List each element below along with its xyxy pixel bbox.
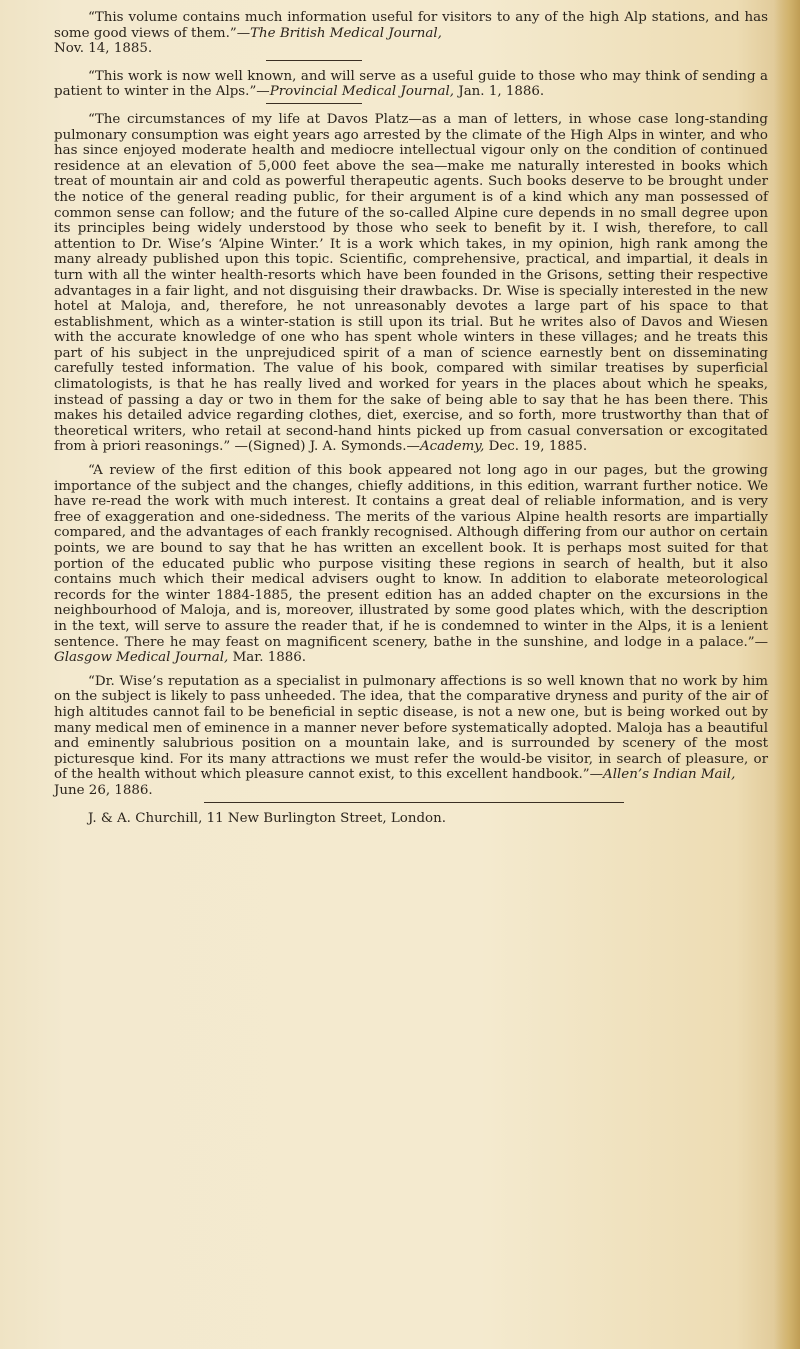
review-4 — [54, 463, 768, 666]
review-4-text: “A review of the first edition of this book appeared not long ago in our pages, but the growing importance of the subject and the changes, chiefly additions, in this edition, warrant further notice. We have re-read the work with much interest. It contains a great deal of reliable information, and is very free of exaggeration and one-sidedness. The merits of the various Alpine health resorts are impartially compared, and the advantages of each frankly recognised. Although differing from our author on certain points, we are bound to say that he has written an excellent book. It is perhaps most suited for that portion of the educated public who purpose visiting these regions in search of health, but it also contains much which their medical advisers ought to know. In addition to elaborate meteorological records for the winter 1884-1885, the present edition has an added chapter on the excursions in the neighbourhood of Maloja, and is, moreover, illustrated by some good plates which, with the description in the text, will serve to assure the reader that, if he is condemned to winter in the Alps, it is a lenient sentence. There he may feast on magnificent scenery, bathe in the sunshine, and lodge in a palace.”— — [54, 463, 768, 650]
review-3-text: “The circumstances of my life at Davos Platz—as a man of letters, in whose case long-standing pulmonary consumption was eight years ago arrested by the climate of the High Alps in winter, and who has since enjoyed moderate health and mediocre intellectual vigour only on the condition of continued residence at an elevation of 5,000 feet above the sea—make me naturally interested in books which treat of mountain air and cold as powerful therapeutic agents. Such books deserve to be brought under the notice of the general reading public, for their argument is of a kind which any man possessed of common sense can follow; and the future of the so-called Alpine cure depends in no small degree upon its principles being widely understood by those who seek to benefit by it. I wish, therefore, to call attention to Dr. Wise’s ‘Alpine Winter.’ It is a work which takes, in my opinion, high rank among the many already published upon this topic. Scientific, comprehensive, practical, and impartial, it deals in turn with all the winter health-resorts which have been founded in the Grisons, setting their respective advantages in a fair light, and not disguising their drawbacks. Dr. Wise is specially interested in the new hotel at Maloja, and, therefore, he not unreasonably devotes a large part of his space to that establishment, which as a winter-station is still upon its trial. But he writes also of Davos and Wiesen with the accurate knowledge of one who has spent whole winters in these villages; and he treats this part of his subject in the unprejudiced spirit of a man of science earnestly bent on disseminating carefully tested information. The value of his book, compared with similar treatises by superficial climatologists, is that he has really lived and worked for years in the places about which he speaks, instead of passing a day or two in them for the sake of being able to say that he has been there. This makes his detailed advice regarding clothes, diet, exercise, and so forth, more trustworthy than that of theoretical writers, who retail at second-hand hints picked up from casual conversation or excogitated from à priori reasonings.” —(Signed) J. A. Symonds.— — [54, 111, 768, 455]
publisher-imprint: J. & A. Churchill, 11 New Burlington Street, London. — [88, 810, 446, 826]
review-3-date: Dec. 19, 1885. — [488, 439, 588, 455]
review-4-source: Glasgow Medical Journal, — [54, 650, 229, 666]
review-1 — [54, 10, 768, 61]
review-1-date: Nov. 14, 1885. — [54, 41, 153, 57]
divider-rule — [266, 103, 362, 104]
divider-rule-long — [204, 802, 624, 803]
review-3-source: Academy, — [419, 439, 485, 455]
review-2-date: Jan. 1, 1886. — [458, 84, 545, 100]
press-notices — [54, 10, 768, 826]
divider-rule — [266, 60, 362, 61]
review-4-date: Mar. 1886. — [232, 650, 307, 666]
review-2-text: “This work is now well known, and will serve as a useful guide to those who may think of sending a patient to winter in the Alps.”— — [54, 68, 768, 100]
review-1-source: The British Medical Journal, — [250, 25, 442, 41]
page-edge-shadow — [774, 0, 800, 1349]
review-3 — [54, 112, 768, 455]
review-5-date: June 26, 1886. — [54, 782, 153, 798]
review-2 — [54, 69, 768, 104]
review-5 — [54, 674, 768, 803]
review-5-text: “Dr. Wise’s reputation as a specialist in pulmonary affections is so well known that no work by him on the subject is likely to pass unheeded. The idea, that the comparative dryness and purity of the air of high altitudes cannot fail to be beneficial in septic disease, is not a new one, but is being worked out by many medical men of eminence in a manner never before systematically adopted. Maloja has a beautiful and eminently salubrious position on a mountain lake, and is surrounded by scenery of the most picturesque kind. For its many attractions we must refer the would-be visitor, in search of pleasure, or of the health without which pleasure cannot exist, to this excellent handbook.”— — [54, 673, 768, 783]
review-5-source: Allen’s Indian Mail, — [603, 767, 736, 783]
review-1-text: “This volume contains much information useful for visitors to any of the high Alp stations, and has some good views of them.”— — [54, 10, 768, 41]
review-2-source: Provincial Medical Journal, — [269, 84, 455, 100]
